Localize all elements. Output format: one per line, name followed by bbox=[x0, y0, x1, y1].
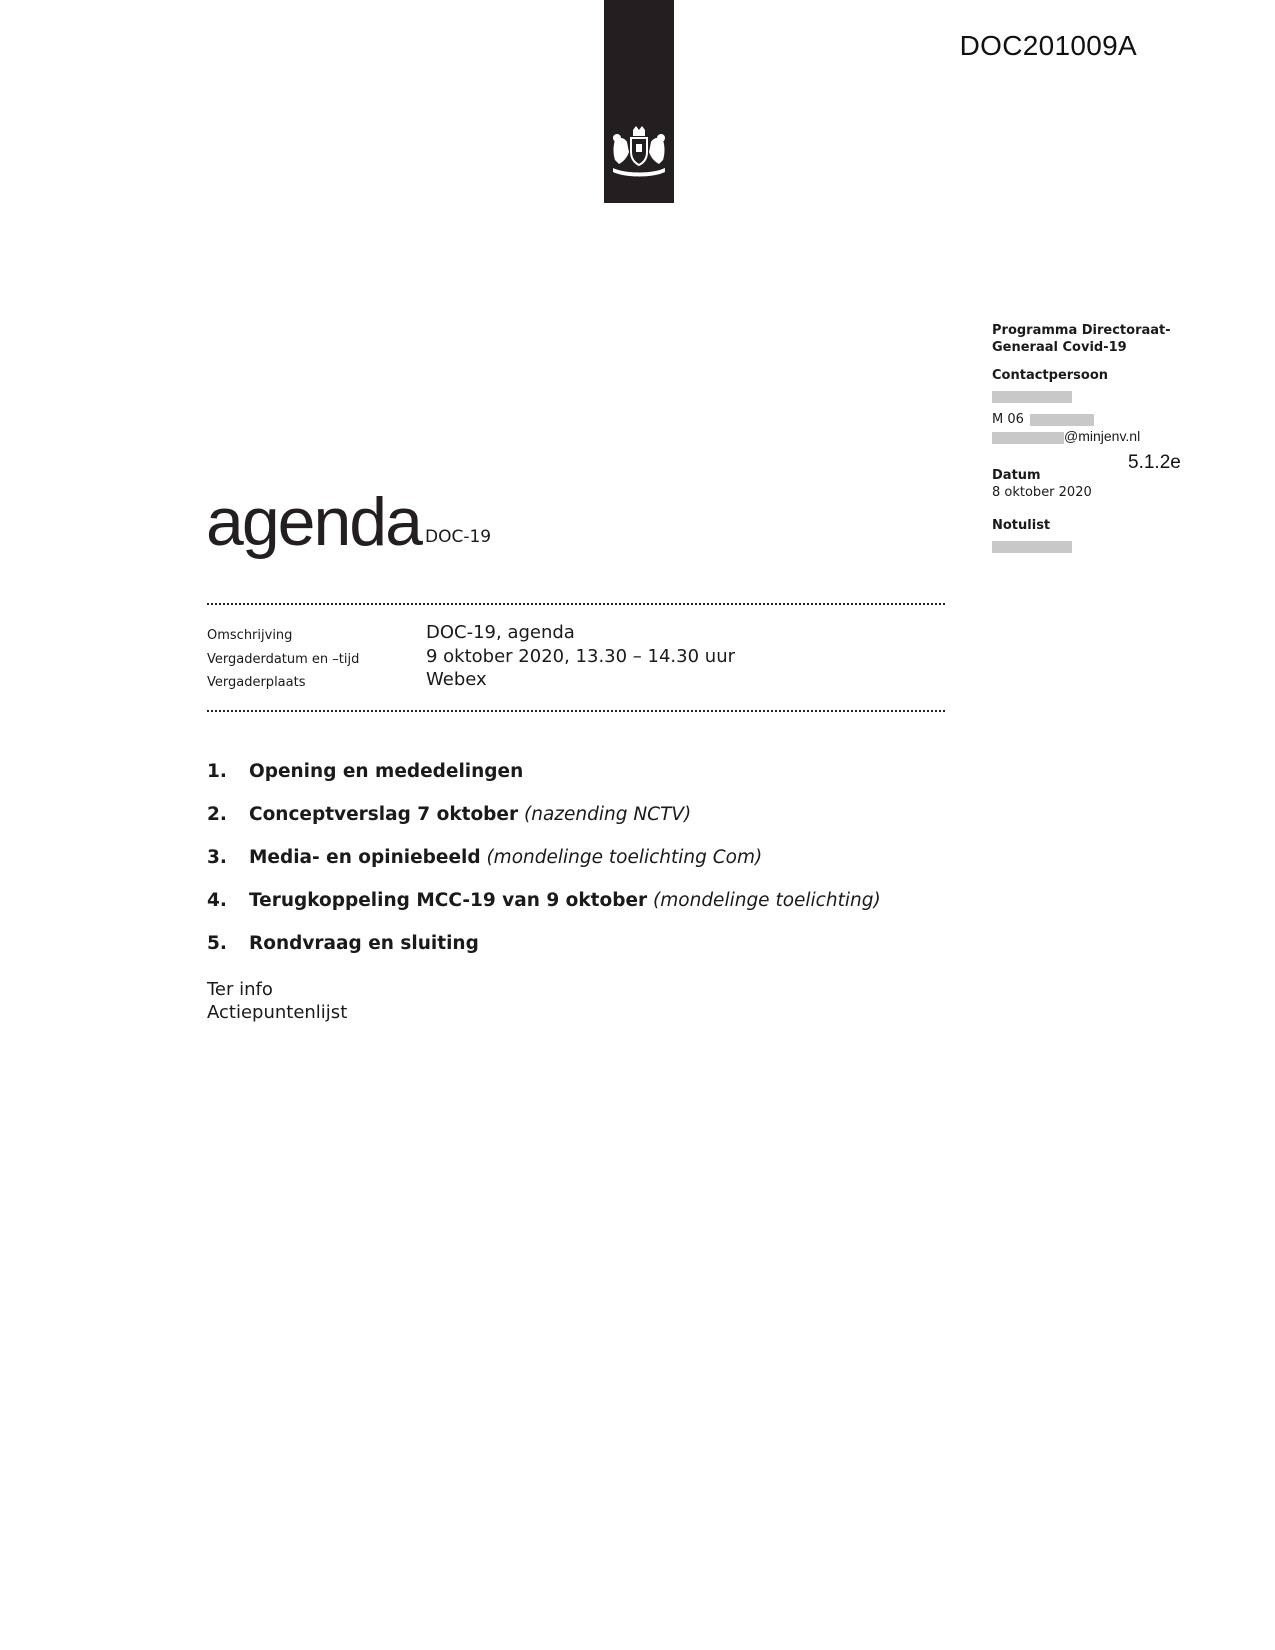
item-title: Conceptverslag 7 oktober bbox=[249, 804, 519, 825]
date-heading: Datum bbox=[992, 468, 1041, 483]
rijksoverheid-logo bbox=[604, 0, 674, 203]
meta-label: Vergaderplaats bbox=[207, 675, 306, 690]
item-note: (mondelinge toelichting) bbox=[653, 890, 881, 911]
email-domain: @minjenv.nl bbox=[1064, 428, 1141, 444]
item-number: 3. bbox=[207, 847, 227, 868]
meta-row bbox=[207, 622, 945, 646]
contact-heading: Contactpersoon bbox=[992, 368, 1109, 383]
divider-top bbox=[207, 603, 945, 605]
item-title: Media- en opiniebeeld bbox=[249, 847, 481, 868]
notulist-heading: Notulist bbox=[992, 518, 1051, 533]
ter-info bbox=[207, 978, 347, 1024]
agenda-item bbox=[207, 932, 967, 975]
agenda-item bbox=[207, 846, 967, 889]
item-note: (mondelinge toelichting Com) bbox=[486, 847, 763, 868]
agenda-item bbox=[207, 889, 967, 932]
org-name-line-1: Programma Directoraat- bbox=[992, 323, 1171, 338]
redacted-phone bbox=[1030, 414, 1094, 426]
org-name bbox=[992, 322, 1182, 356]
meta-row bbox=[207, 669, 945, 693]
agenda-item bbox=[207, 760, 967, 803]
date-value: 8 oktober 2020 bbox=[992, 485, 1092, 500]
divider-bottom bbox=[207, 710, 945, 712]
phone-prefix: M 06 bbox=[992, 412, 1024, 427]
meta-value: Webex bbox=[426, 669, 487, 690]
meta-row bbox=[207, 646, 945, 670]
agenda-item bbox=[207, 803, 967, 846]
meta-value: 9 oktober 2020, 13.30 – 14.30 uur bbox=[426, 645, 735, 667]
meta-label: Vergaderdatum en –tijd bbox=[207, 651, 360, 667]
sender-block bbox=[992, 322, 1222, 555]
redaction-code: 5.1.2e bbox=[1128, 452, 1181, 473]
item-title: Opening en mededelingen bbox=[249, 761, 524, 782]
redacted-email-user bbox=[992, 432, 1064, 444]
page-subtitle: DOC-19 bbox=[425, 527, 492, 547]
ter-info-item: Actiepuntenlijst bbox=[207, 1002, 348, 1023]
ter-info-heading: Ter info bbox=[207, 979, 273, 1000]
item-number: 2. bbox=[207, 804, 227, 825]
meta-value: DOC-19, agenda bbox=[426, 622, 575, 643]
item-title: Terugkoppeling MCC-19 van 9 oktober bbox=[249, 890, 648, 911]
redacted-notulist bbox=[992, 541, 1072, 553]
item-number: 1. bbox=[207, 761, 227, 782]
document-id: DOC201009A bbox=[959, 30, 1137, 61]
item-note: (nazending NCTV) bbox=[524, 804, 692, 825]
item-number: 4. bbox=[207, 890, 227, 911]
page-title: agenda bbox=[206, 484, 421, 560]
org-name-line-2: Generaal Covid-19 bbox=[992, 340, 1127, 355]
meeting-details bbox=[207, 622, 945, 693]
agenda-items bbox=[207, 760, 967, 975]
redacted-contact-name bbox=[992, 391, 1072, 403]
coat-of-arms-icon bbox=[607, 126, 671, 180]
meta-label: Omschrijving bbox=[207, 628, 293, 643]
item-number: 5. bbox=[207, 933, 227, 954]
item-title: Rondvraag en sluiting bbox=[249, 933, 479, 954]
